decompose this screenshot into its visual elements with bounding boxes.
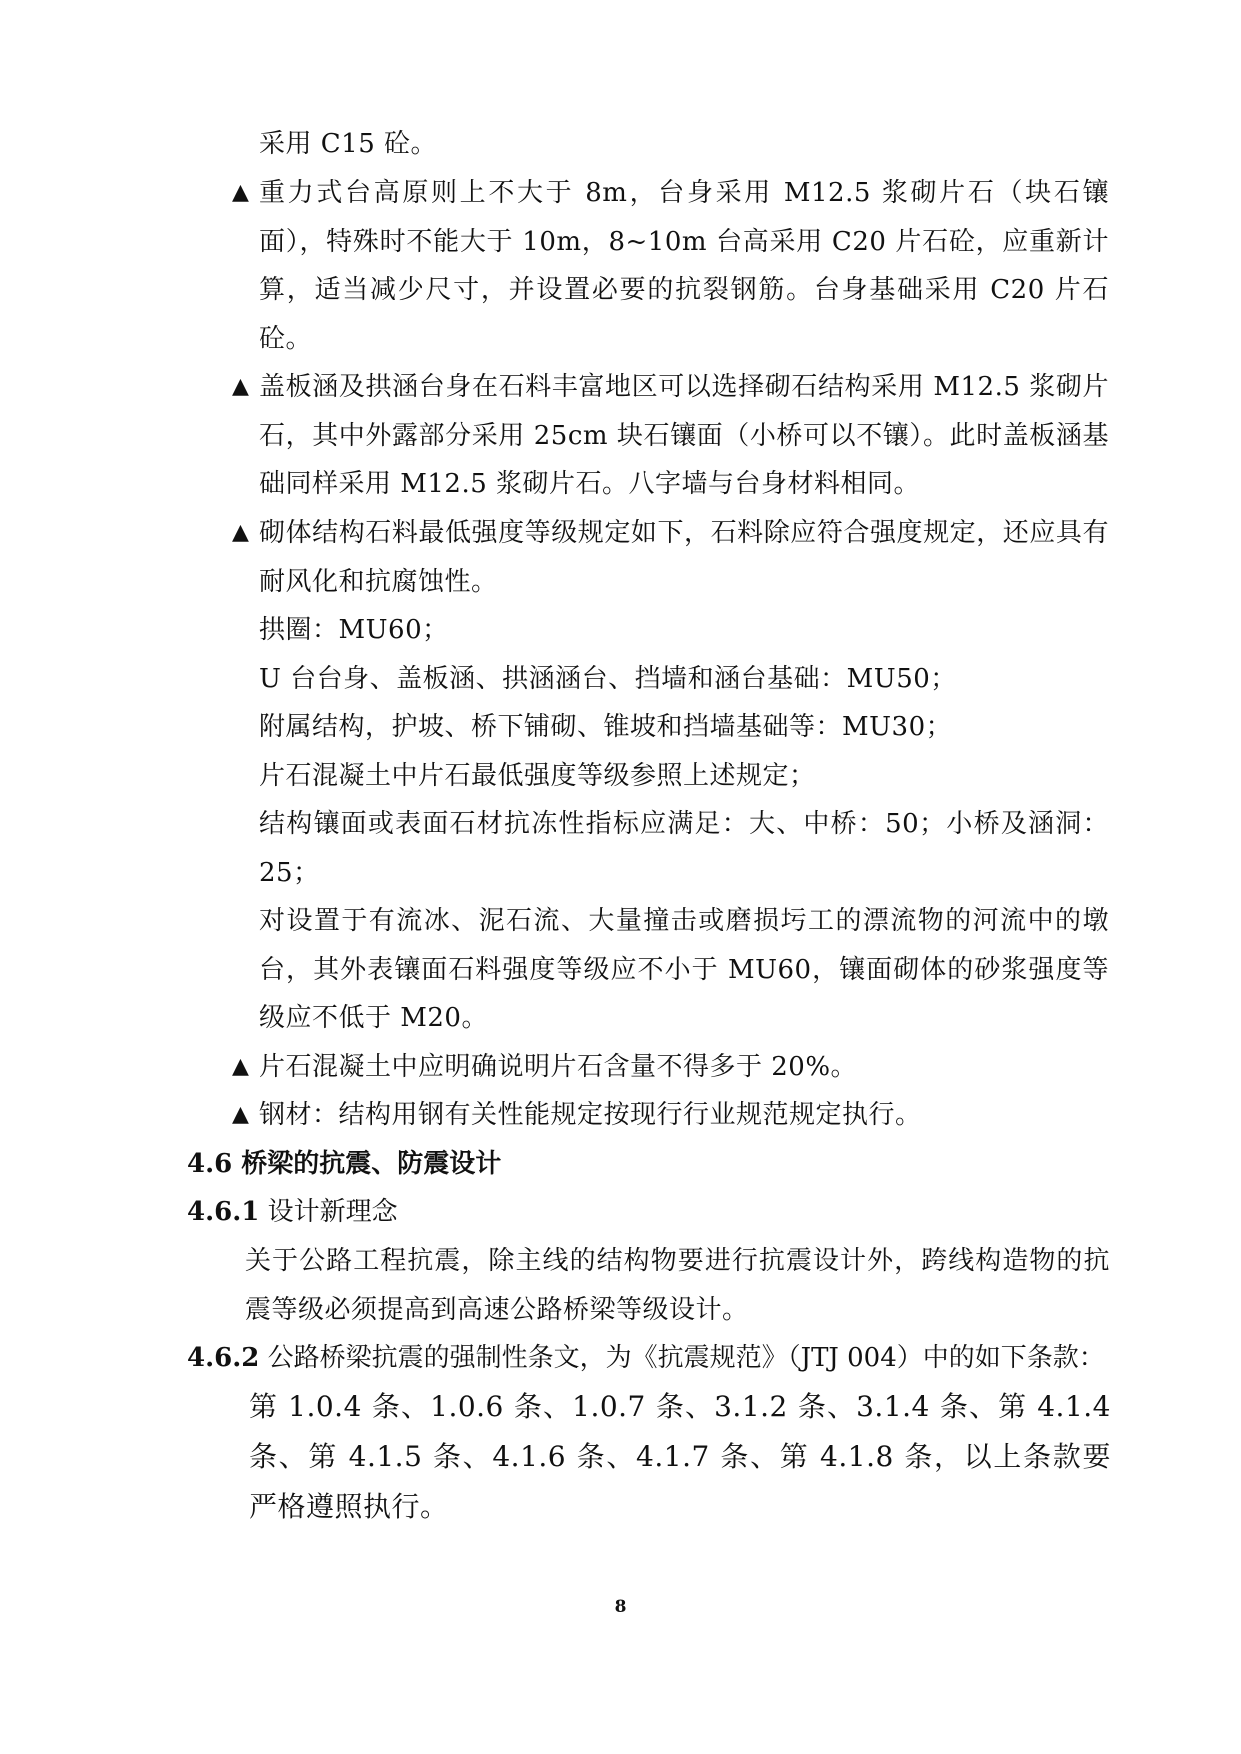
- triangle-bullet-icon: ▲: [232, 1102, 250, 1127]
- paragraph-seismic-concept: 关于公路工程抗震，除主线的结构物要进行抗震设计外，跨线构造物的抗震等级必须提高到高速公路桥梁等级设计。: [245, 1246, 1110, 1325]
- paragraph-arch-ring: 拱圈：MU60；: [259, 615, 449, 645]
- subsection-title: 设计新理念: [267, 1197, 398, 1227]
- paragraph-mandatory-clauses: 第 1.0.4 条、1.0.6 条、1.0.7 条、3.1.2 条、3.1.4 条、第 4.1.4 条、第 4.1.5 条、4.1.6 条、4.1.7 条、第 4.1.8 条，以上条款要严格遵照执行。: [249, 1390, 1111, 1523]
- triangle-bullet-icon: ▲: [232, 374, 250, 399]
- bullet-text: 盖板涵及拱涵台身在石料丰富地区可以选择砌石结构采用 M12.5 浆砌片石，其中外露部分采用 25cm 块石镶面（小桥可以不镶）。此时盖板涵基础同样采用 M12.5 浆砌片石。八字墙与台身材料相同。: [259, 372, 1109, 499]
- subsection-number: 4.6.1: [187, 1197, 260, 1227]
- subsection-number: 4.6.2: [187, 1343, 260, 1373]
- bullet-rubble-content: [232, 1043, 1109, 1092]
- bullet-gravity-abutment: [232, 169, 1109, 363]
- paragraph-ancillary: 附属结构，护坡、桥下铺砌、锥坡和挡墙基础等：MU30；: [259, 712, 953, 742]
- bullet-text: 片石混凝土中应明确说明片石含量不得多于 20%。: [259, 1052, 858, 1082]
- bullet-text: 砌体结构石料最低强度等级规定如下，石料除应符合强度规定，还应具有耐风化和抗腐蚀性。: [259, 518, 1109, 597]
- bullet-stone-strength: [232, 509, 1109, 606]
- paragraph-u-abutment: U 台台身、盖板涵、拱涵涵台、挡墙和涵台基础：MU50；: [259, 664, 957, 694]
- bullet-culvert-masonry: [232, 363, 1109, 509]
- subsection-heading-4-6-1: [187, 1188, 1112, 1237]
- paragraph-c15: 采用 C15 砼。: [259, 129, 438, 159]
- subsection-title: 公路桥梁抗震的强制性条文，为《抗震规范》（JTJ 004）中的如下条款：: [267, 1343, 1105, 1373]
- paragraph-frost-resistance: 结构镶面或表面石材抗冻性指标应满足：大、中桥：50；小桥及涵洞：25；: [259, 809, 1109, 888]
- paragraph-rubble-concrete: 片石混凝土中片石最低强度等级参照上述规定；: [259, 761, 816, 791]
- page-number: 8: [614, 1597, 627, 1617]
- paragraph-ice-flow: 对设置于有流冰、泥石流、大量撞击或磨损圬工的漂流物的河流中的墩台，其外表镶面石料强度等级应不小于 MU60，镶面砌体的砂浆强度等级应不低于 M20。: [259, 906, 1109, 1033]
- triangle-bullet-icon: ▲: [232, 180, 250, 205]
- section-heading-4-6: 4.6 桥梁的抗震、防震设计: [187, 1149, 502, 1179]
- subsection-heading-4-6-2: [187, 1334, 1112, 1383]
- bullet-text: 重力式台高原则上不大于 8m，台身采用 M12.5 浆砌片石（块石镶面），特殊时不能大于 10m，8~10m 台高采用 C20 片石砼，应重新计算，适当减少尺寸，并设置必要的抗裂钢筋。台身基础采用 C20 片石砼。: [259, 178, 1109, 354]
- triangle-bullet-icon: ▲: [232, 1054, 250, 1079]
- bullet-text: 钢材：结构用钢有关性能规定按现行行业规范规定执行。: [259, 1100, 922, 1130]
- triangle-bullet-icon: ▲: [232, 520, 250, 545]
- bullet-steel: [232, 1091, 1109, 1140]
